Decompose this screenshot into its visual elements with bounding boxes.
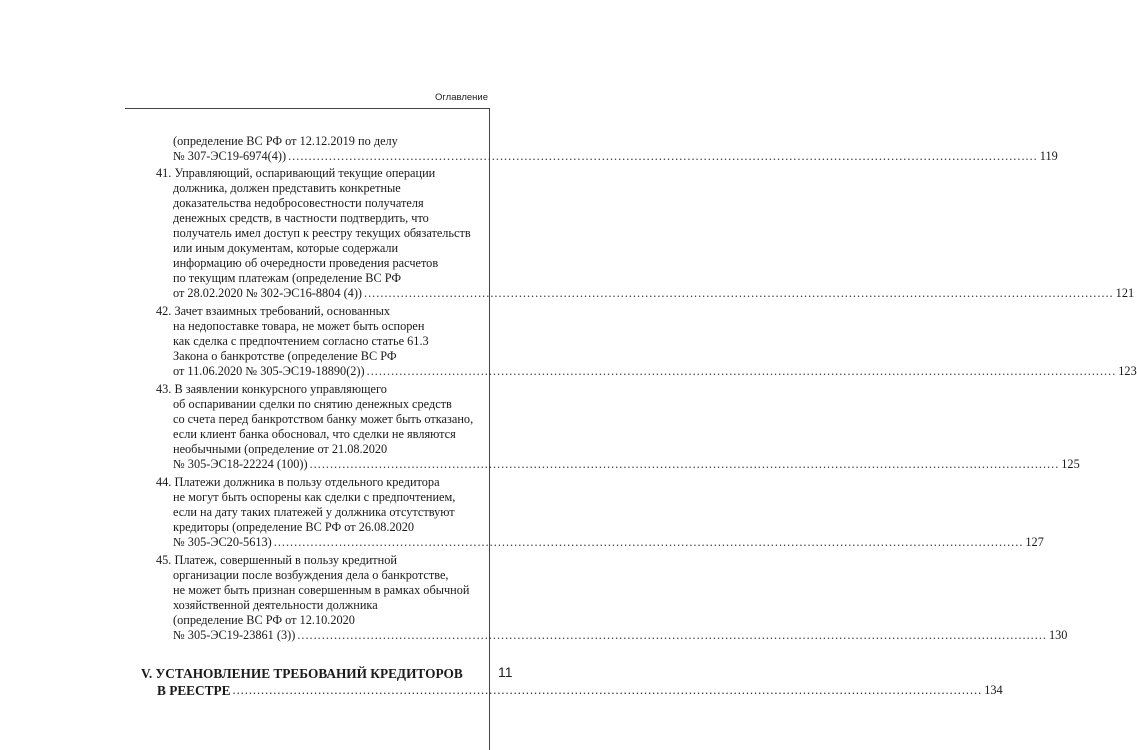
toc-entry-line: не могут быть оспорены как сделки с предпочтением, xyxy=(173,490,456,504)
toc-entry-title[interactable]: 41. Управляющий, оспаривающий текущие операции xyxy=(156,166,436,180)
dot-leader: ........................................................................................................................................................................................ xyxy=(297,628,1047,642)
toc-entry-text: от 28.02.2020 № 302-ЭС16-8804 (4)) xyxy=(173,286,363,300)
section-heading-text: В РЕЕСТРЕ xyxy=(157,683,231,698)
toc-entry-title[interactable]: 45. Платеж, совершенный в пользу кредитной xyxy=(156,553,397,567)
dot-leader: ........................................................................................................................................................................................ xyxy=(288,149,1038,163)
toc-entry-last-line[interactable] xyxy=(173,628,1068,642)
toc-entry-last-line[interactable] xyxy=(173,457,1080,471)
toc-entry-line: доказательства недобросовестности получателя xyxy=(173,196,424,210)
toc-entry-line: денежных средств, в частности подтвердить, что xyxy=(173,211,429,225)
toc-page-number: 121 xyxy=(1115,286,1135,300)
toc-entry-text: № 307-ЭС19-6974(4)) xyxy=(173,149,287,163)
toc-entry-line: получатель имел доступ к реестру текущих обязательств xyxy=(173,226,471,240)
dot-leader: ........................................................................................................................................................................................ xyxy=(364,286,1114,300)
toc-entry-line: как сделка с предпочтением согласно статье 61.3 xyxy=(173,334,429,348)
toc-entry-line: не может быть признан совершенным в рамках обычной xyxy=(173,583,470,597)
toc-entry-line: Закона о банкротстве (определение ВС РФ xyxy=(173,349,397,363)
toc-entry-line: на недопоставке товара, не может быть оспорен xyxy=(173,319,425,333)
dot-leader: ........................................................................................................................................................................................ xyxy=(309,457,1060,471)
toc-page-number: 123 xyxy=(1118,364,1137,378)
toc-entry-line: должника, должен представить конкретные xyxy=(173,181,401,195)
toc-entry-line: со счета перед банкротством банку может быть отказано, xyxy=(173,412,474,426)
dot-leader: ........................................................................................................................................................................................ xyxy=(273,535,1024,549)
toc-entry-line: (определение ВС РФ от 12.12.2019 по делу xyxy=(173,134,398,148)
toc-entry-line: по текущим платежам (определение ВС РФ xyxy=(173,271,402,285)
toc-entry-title[interactable]: 44. Платежи должника в пользу отдельного кредитора xyxy=(156,475,440,489)
toc-entry-last-line[interactable] xyxy=(173,535,1044,549)
section-heading[interactable]: V. УСТАНОВЛЕНИЕ ТРЕБОВАНИЙ КРЕДИТОРОВ xyxy=(141,666,463,681)
toc-entry-last-line[interactable] xyxy=(173,149,1058,163)
page-number: 11 xyxy=(498,664,513,680)
toc-entry-line: необычными (определение от 21.08.2020 xyxy=(173,442,388,456)
margin-rule xyxy=(489,108,490,750)
toc-entry-line: информацию об очередности проведения расчетов xyxy=(173,256,439,270)
header-rule xyxy=(125,108,489,109)
toc-page-number: 134 xyxy=(984,683,1003,697)
toc-page-number: 127 xyxy=(1025,535,1044,549)
toc-entry-text: от 11.06.2020 № 305-ЭС19-18890(2)) xyxy=(173,364,365,378)
toc-entry-line: или иным документам, которые содержали xyxy=(173,241,399,255)
toc-entry-line: кредиторы (определение ВС РФ от 26.08.2020 xyxy=(173,520,415,534)
toc-page-number: 130 xyxy=(1048,628,1068,642)
toc-page-number: 119 xyxy=(1039,149,1058,163)
toc-entry-last-line[interactable] xyxy=(173,364,1137,378)
toc-entry-title[interactable]: 42. Зачет взаимных требований, основанных xyxy=(156,304,391,318)
toc-entry-line: (определение ВС РФ от 12.10.2020 xyxy=(173,613,355,627)
toc-entry-last-line[interactable] xyxy=(173,286,1135,300)
toc-entry-text: № 305-ЭС19-23861 (3)) xyxy=(173,628,296,642)
toc-entry-line: об оспаривании сделки по снятию денежных средств xyxy=(173,397,452,411)
toc-entry-text: № 305-ЭС20-5613) xyxy=(173,535,272,549)
section-heading-last-line[interactable] xyxy=(157,682,1003,699)
dot-leader: ........................................................................................................................................................................................ xyxy=(366,364,1117,378)
toc-entry-line: если клиент банка обосновал, что сделки не являются xyxy=(173,427,456,441)
toc-entry-line: если на дату таких платежей у должника отсутствуют xyxy=(173,505,455,519)
dot-leader: ........................................................................................................................................................................................ xyxy=(232,683,983,697)
toc-page-number: 125 xyxy=(1061,457,1080,471)
running-header: Оглавление xyxy=(435,92,488,103)
toc-entry-line: хозяйственной деятельности должника xyxy=(173,598,378,612)
toc-entry-title[interactable]: 43. В заявлении конкурсного управляющего xyxy=(156,382,387,396)
toc-entry-line: организации после возбуждения дела о банкротстве, xyxy=(173,568,449,582)
toc-entry-text: № 305-ЭС18-22224 (100)) xyxy=(173,457,308,471)
